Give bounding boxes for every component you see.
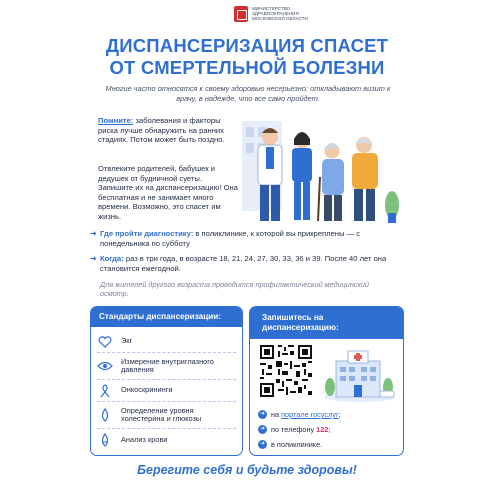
list-item bbox=[258, 407, 400, 422]
standards-list bbox=[91, 327, 242, 451]
gosuslugi-link[interactable]: портале госуслуг bbox=[281, 410, 339, 419]
option-suffix: ; bbox=[328, 425, 331, 434]
ministry-line-1: МИНИСТЕРСТВО bbox=[252, 6, 291, 11]
qr-code[interactable] bbox=[258, 343, 314, 399]
lead-text: Многие часто относятся к своему здоровью несерьезно: откладывают визит к врачу, в надежде, что все само пройдет. bbox=[105, 84, 391, 103]
list-item bbox=[97, 353, 236, 380]
family-doctors-illustration bbox=[236, 115, 402, 227]
remember-label: Помните: bbox=[98, 116, 134, 125]
remember-paragraph bbox=[98, 116, 228, 145]
family-paragraph: Отвлеките родителей, бабушек и дедушек от будничной суеты. Запишите их на диспансеризацию! Она бесплатная и не занимает много времени. Возможно, это спасет им жизнь. bbox=[98, 164, 238, 221]
heart-icon bbox=[97, 335, 113, 349]
arrow-right-icon: ➜ bbox=[259, 411, 266, 417]
other-ages-note: Для жителей другого возраста проводится профилактический медицинский осмотр. bbox=[100, 280, 370, 299]
where-bullet bbox=[90, 229, 400, 248]
drop-icon bbox=[97, 408, 113, 422]
standard-label: Онкоскрининги bbox=[121, 385, 173, 395]
phone-number[interactable]: 122 bbox=[316, 425, 329, 434]
blood-drop-icon bbox=[97, 433, 113, 447]
standards-title: Стандарты диспансеризации: bbox=[91, 307, 242, 327]
option-suffix: ; bbox=[338, 410, 341, 419]
list-item bbox=[97, 429, 236, 451]
standards-panel bbox=[90, 306, 243, 456]
list-item bbox=[97, 331, 236, 353]
ministry-name bbox=[252, 6, 332, 22]
headline-line-1: ДИСПАНСЕРИЗАЦИЯ СПАСЕТ bbox=[105, 35, 389, 56]
list-item bbox=[258, 437, 400, 452]
ministry-logo bbox=[234, 6, 332, 22]
footer-slogan: Берегите себя и будьте здоровы! bbox=[137, 463, 357, 477]
option-text: в поликлинике. bbox=[271, 440, 323, 449]
remember-text: заболевания и факторы риска лучше обнаружить на ранних стадиях. Потом может быть поздно. bbox=[98, 116, 225, 145]
when-label: Когда: bbox=[100, 254, 124, 263]
standard-label: Анализ крови bbox=[121, 434, 168, 444]
arrow-right-icon: ➜ bbox=[90, 254, 97, 263]
when-bullet bbox=[90, 254, 400, 273]
register-panel bbox=[249, 306, 404, 456]
eye-icon bbox=[97, 359, 113, 373]
option-prefix: по телефону bbox=[271, 425, 315, 434]
ministry-line-2: ЗДРАВООХРАНЕНИЯ bbox=[252, 11, 299, 17]
register-title: Запишитесь на диспансеризацию: bbox=[250, 307, 403, 339]
coat-of-arms-icon bbox=[234, 6, 248, 22]
arrow-right-icon: ➜ bbox=[90, 229, 97, 238]
register-options bbox=[258, 407, 400, 452]
ribbon-icon bbox=[97, 384, 113, 398]
when-text: раз в три года, в возрасте 18, 21, 24, 27, 30, 33, 36 и 39. После 40 лет она становится ежегодной. bbox=[100, 254, 387, 273]
where-label: Где пройти диагностику: bbox=[100, 229, 194, 238]
option-prefix: на bbox=[271, 410, 280, 419]
arrow-right-icon: ➜ bbox=[259, 441, 266, 447]
headline-line-2: ОТ СМЕРТЕЛЬНОЙ БОЛЕЗНИ bbox=[109, 57, 385, 78]
arrow-right-icon: ➜ bbox=[259, 426, 266, 432]
where-text: в поликлинике, к которой вы прикреплены — с понедельника по субботу bbox=[100, 229, 361, 248]
list-item bbox=[97, 402, 236, 429]
list-item bbox=[258, 422, 400, 437]
poster bbox=[86, 0, 408, 494]
clinic-illustration bbox=[322, 347, 398, 403]
standard-label: Экг bbox=[121, 336, 133, 346]
list-item bbox=[97, 380, 236, 402]
ministry-line-3: МОСКОВСКОЙ ОБЛАСТИ bbox=[252, 16, 308, 22]
standard-label: Определение уровня холестерина и глюкозы bbox=[121, 405, 202, 423]
standard-label: Измерение внутриглазного давления bbox=[121, 356, 214, 374]
